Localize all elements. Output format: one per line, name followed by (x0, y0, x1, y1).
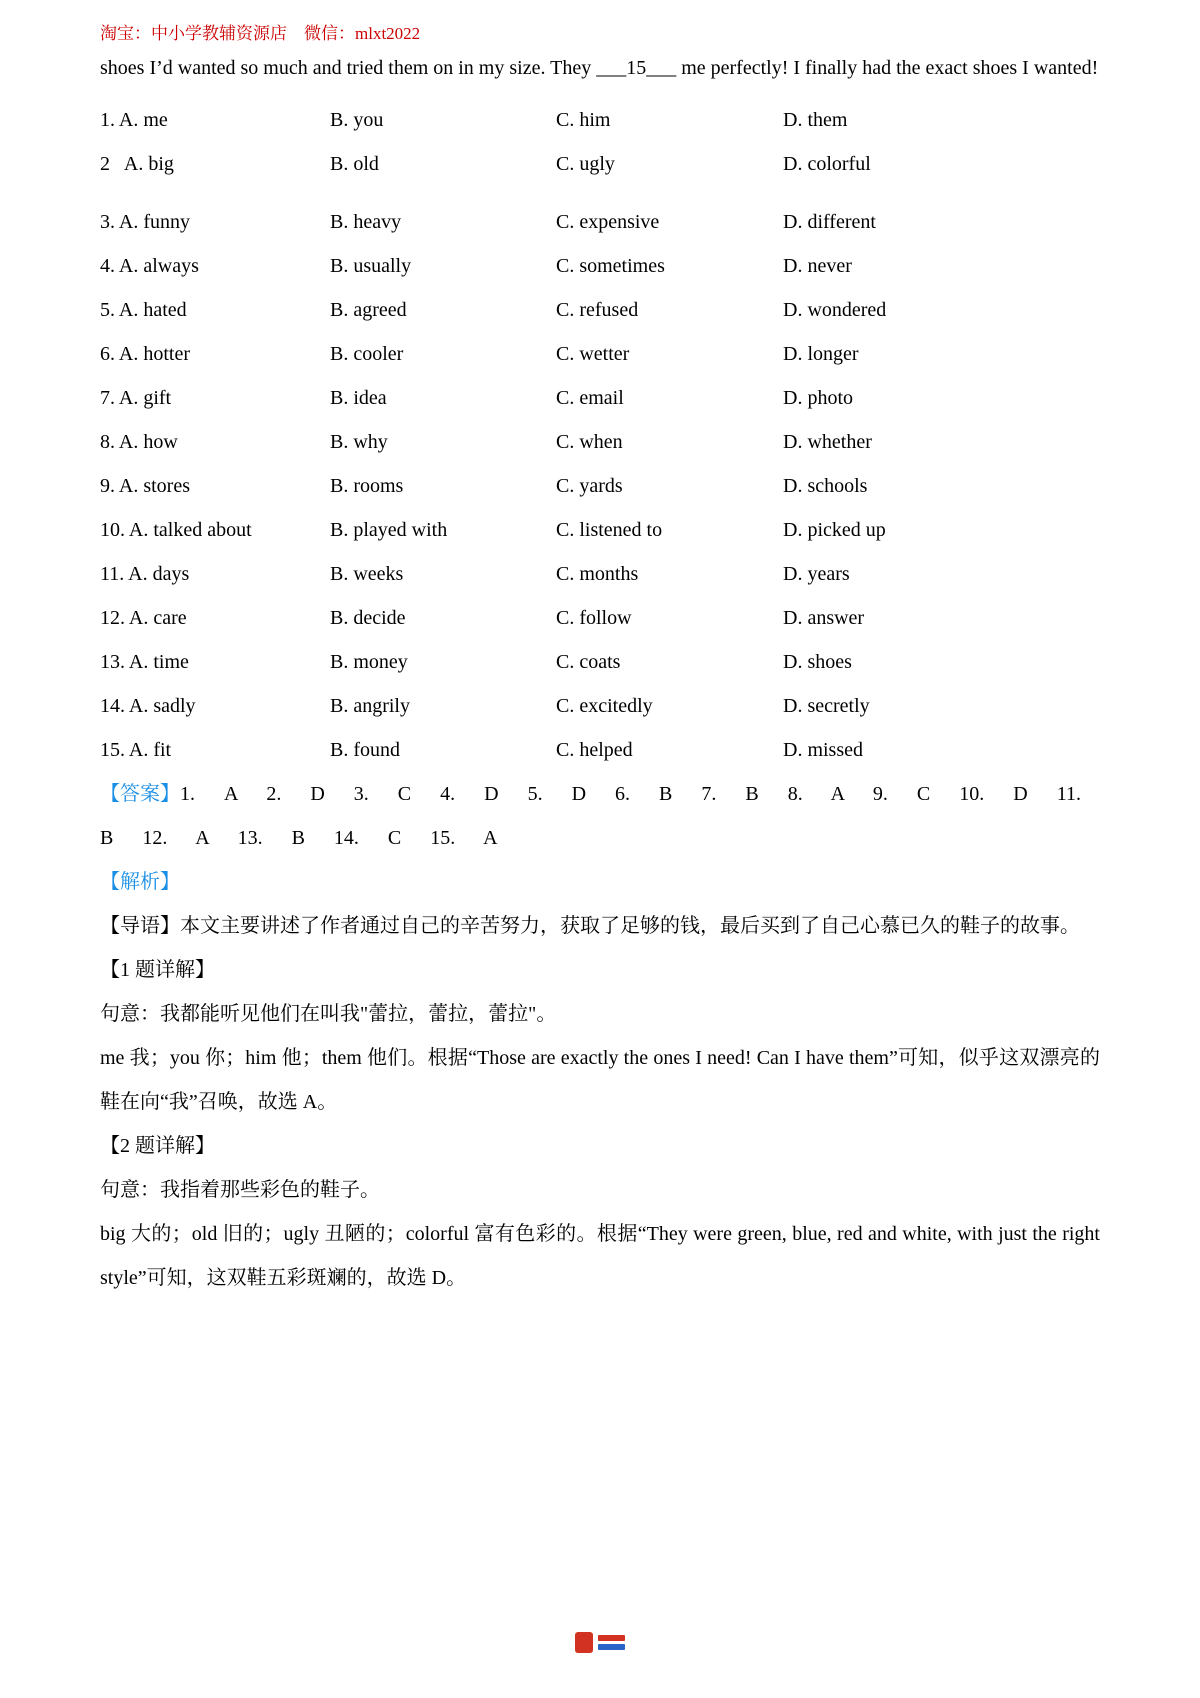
question-row (100, 142, 1100, 186)
question-row (100, 288, 1100, 332)
question-option-d: D. different (783, 210, 876, 233)
question-option-a: 12. A. care (100, 606, 187, 629)
question-option-d: D. shoes (783, 650, 852, 673)
brand-logo-text (598, 1635, 625, 1650)
question-option-c: C. sometimes (556, 254, 665, 277)
document-content (0, 46, 1200, 1300)
question-option-b: B. idea (330, 386, 387, 409)
question-row (100, 98, 1100, 142)
question-row (100, 420, 1100, 464)
q2-heading: 【2 题详解】 (100, 1135, 215, 1157)
question-option-b: B. usually (330, 254, 412, 277)
question-row (100, 464, 1100, 508)
q1-sentence: 句意：我都能听见他们在叫我"蕾拉，蕾拉，蕾拉"。 (100, 1003, 557, 1025)
question-option-b: B. old (330, 152, 379, 175)
question-option-b: B. rooms (330, 474, 404, 497)
question-option-a: 8. A. how (100, 430, 178, 453)
question-option-d: D. photo (783, 386, 853, 409)
question-option-d: D. wondered (783, 298, 887, 321)
question-row (100, 332, 1100, 376)
q2-sentence: 句意：我指着那些彩色的鞋子。 (100, 1179, 380, 1201)
header-shop-info: 淘宝：中小学教辅资源店 微信：mlxt2022 (100, 24, 421, 43)
question-option-c: C. months (556, 562, 639, 585)
question-option-d: D. them (783, 108, 848, 131)
question-option-b: B. you (330, 108, 384, 131)
footer-logo (575, 1632, 625, 1653)
question-row (100, 376, 1100, 420)
answer-label: 【答案】 (100, 783, 180, 805)
brand-logo-icon (575, 1632, 593, 1653)
q1-explanation: me 我；you 你；him 他；them 他们。根据“Those are exactly the ones I need! Can I have them”可知，似乎这双漂亮的鞋在向“我”召唤，故选 A。 (100, 1047, 1100, 1113)
q1-heading: 【1 题详解】 (100, 959, 215, 981)
question-option-c: C. wetter (556, 342, 630, 365)
analysis-intro: 【导语】本文主要讲述了作者通过自己的辛苦努力，获取了足够的钱，最后买到了自己心慕已久的鞋子的故事。 (100, 915, 1080, 937)
question-option-b: B. money (330, 650, 408, 673)
question-row (100, 552, 1100, 596)
question-option-b: B. why (330, 430, 388, 453)
answer-values: 1. A 2. D 3. C 4. D 5. D 6. B 7. B 8. A 9. C 10. D 11. B 12. A 13. B 14. C 15. A (100, 783, 1081, 849)
question-option-a: 11. A. days (100, 562, 190, 585)
question-option-a: 6. A. hotter (100, 342, 190, 365)
question-option-c: C. when (556, 430, 623, 453)
question-option-c: C. coats (556, 650, 621, 673)
question-option-a: 13. A. time (100, 650, 189, 673)
question-option-b: B. decide (330, 606, 406, 629)
question-option-b: B. agreed (330, 298, 407, 321)
question-option-d: D. schools (783, 474, 868, 497)
question-option-a: 14. A. sadly (100, 694, 196, 717)
question-option-a: 1. A. me (100, 108, 168, 131)
question-option-b: B. found (330, 738, 400, 761)
question-option-b: B. weeks (330, 562, 404, 585)
passage-text: shoes I’d wanted so much and tried them on in my size. They ___15___ me perfectly! I finally had the exact shoes I wanted! (100, 57, 1099, 79)
question-option-a: 4. A. always (100, 254, 199, 277)
question-option-d: D. years (783, 562, 850, 585)
question-option-d: D. picked up (783, 518, 886, 541)
question-option-d: D. secretly (783, 694, 870, 717)
question-option-a: 3. A. funny (100, 210, 190, 233)
question-row (100, 640, 1100, 684)
question-option-c: C. email (556, 386, 624, 409)
question-option-d: D. longer (783, 342, 859, 365)
question-option-c: C. listened to (556, 518, 663, 541)
options-table (100, 98, 1100, 772)
question-option-d: D. missed (783, 738, 863, 761)
question-row (100, 596, 1100, 640)
question-option-c: C. excitedly (556, 694, 653, 717)
q2-explanation: big 大的；old 旧的；ugly 丑陋的；colorful 富有色彩的。根据“They were green, blue, red and white, with just the right style”可知，这双鞋五彩斑斓的，故选 D。 (100, 1223, 1100, 1289)
question-option-c: C. refused (556, 298, 639, 321)
page-header (0, 0, 1200, 46)
question-option-d: D. colorful (783, 152, 871, 175)
question-option-b: B. played with (330, 518, 448, 541)
question-option-c: C. helped (556, 738, 633, 761)
question-option-c: C. expensive (556, 210, 660, 233)
question-option-b: B. cooler (330, 342, 404, 365)
question-option-a: 7. A. gift (100, 386, 172, 409)
question-option-c: C. follow (556, 606, 632, 629)
question-option-a: 2 A. big (100, 152, 174, 175)
question-option-d: D. whether (783, 430, 872, 453)
question-option-d: D. answer (783, 606, 865, 629)
question-option-a: 15. A. fit (100, 738, 172, 761)
question-option-b: B. heavy (330, 210, 402, 233)
question-option-a: 10. A. talked about (100, 518, 252, 541)
answer-line (100, 772, 1100, 860)
question-option-c: C. yards (556, 474, 623, 497)
question-option-b: B. angrily (330, 694, 410, 717)
question-row (100, 508, 1100, 552)
analysis-label: 【解析】 (100, 871, 180, 893)
question-row (100, 244, 1100, 288)
question-row (100, 200, 1100, 244)
question-row (100, 728, 1100, 772)
question-option-d: D. never (783, 254, 852, 277)
question-option-a: 9. A. stores (100, 474, 190, 497)
question-option-a: 5. A. hated (100, 298, 187, 321)
question-option-c: C. him (556, 108, 611, 131)
question-option-c: C. ugly (556, 152, 615, 175)
question-row (100, 684, 1100, 728)
